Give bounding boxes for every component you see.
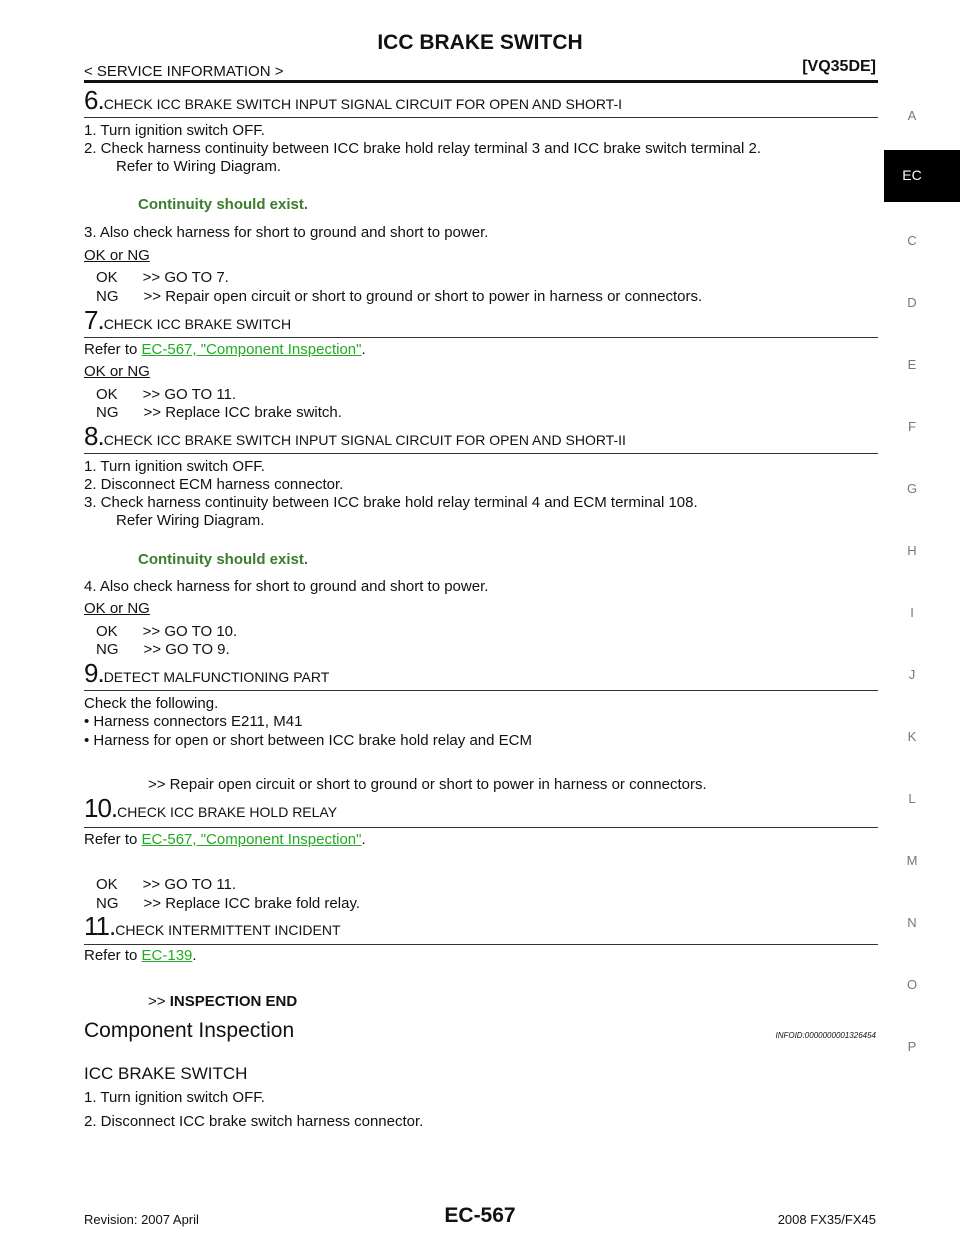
instruction: 3. Also check harness for short to ground and short to power.: [84, 224, 489, 241]
ng-result: NG >> Repair open circuit or short to ground or short to power in harness or connectors.: [96, 288, 703, 305]
side-tab-g[interactable]: G: [906, 481, 918, 496]
page-number: EC-567: [444, 1204, 516, 1227]
section-label: < SERVICE INFORMATION >: [84, 63, 284, 80]
step-number: 10.: [84, 793, 118, 823]
refer-suffix: .: [192, 947, 197, 964]
side-tab-c[interactable]: C: [907, 233, 917, 248]
step-number: 6.: [84, 85, 104, 115]
instruction: 1. Turn ignition switch OFF.: [84, 458, 265, 475]
instruction: Refer Wiring Diagram.: [116, 512, 265, 529]
refer-prefix: Refer to: [84, 341, 142, 358]
side-tab-l[interactable]: L: [908, 791, 916, 806]
step-number: 11.: [84, 911, 116, 941]
ec-139-link[interactable]: EC-139: [141, 947, 193, 964]
step-6-heading: [84, 85, 622, 116]
step-divider: [84, 944, 878, 945]
instruction: Check the following.: [84, 695, 219, 712]
refer-suffix: .: [361, 341, 366, 358]
ng-result: NG >> Replace ICC brake fold relay.: [96, 895, 361, 912]
step-title: CHECK ICC BRAKE SWITCH: [103, 316, 292, 332]
ok-result: OK >> GO TO 11.: [96, 876, 237, 893]
instruction: • Harness for open or short between ICC brake hold relay and ECM: [84, 732, 532, 749]
step-title: CHECK ICC BRAKE SWITCH INPUT SIGNAL CIRCUIT FOR OPEN AND SHORT-I: [103, 96, 623, 112]
step-10-heading: [84, 793, 337, 824]
revision-date: Revision: 2007 April: [84, 1212, 199, 1227]
instruction: 3. Check harness continuity between ICC brake hold relay terminal 4 and ECM terminal 108.: [84, 494, 698, 511]
step-number: 9.: [84, 658, 104, 688]
side-tab-i[interactable]: I: [910, 605, 914, 620]
ok-result: OK >> GO TO 7.: [96, 269, 229, 286]
component-inspection-heading: Component Inspection: [84, 1019, 295, 1042]
component-inspection-link[interactable]: EC-567, "Component Inspection": [141, 831, 362, 848]
ok-or-ng-label: OK or NG: [84, 363, 150, 380]
spec-note: Continuity should exist.: [138, 551, 309, 568]
refer-line: [84, 341, 366, 358]
refer-prefix: Refer to: [84, 947, 142, 964]
info-id: INFOID:0000000001326454: [775, 1031, 876, 1040]
step-divider: [84, 453, 878, 454]
instruction: Refer to Wiring Diagram.: [116, 158, 282, 175]
instruction: 2. Disconnect ICC brake switch harness connector.: [84, 1113, 424, 1130]
instruction: • Harness connectors E211, M41: [84, 713, 303, 730]
instruction: 2. Check harness continuity between ICC brake hold relay terminal 3 and ICC brake switch terminal 2.: [84, 140, 761, 157]
side-tab-e[interactable]: E: [907, 357, 917, 372]
refer-line: [84, 831, 366, 848]
step-title: CHECK ICC BRAKE SWITCH INPUT SIGNAL CIRCUIT FOR OPEN AND SHORT-II: [103, 432, 626, 448]
side-tab-f[interactable]: F: [908, 419, 916, 434]
side-tab-m[interactable]: M: [906, 853, 918, 868]
end-prefix: >>: [148, 993, 170, 1010]
step-number: 8.: [84, 421, 104, 451]
header-divider: [84, 80, 878, 83]
side-tab-k[interactable]: K: [907, 729, 917, 744]
page-title: ICC BRAKE SWITCH: [377, 31, 583, 54]
side-tab-h[interactable]: H: [907, 543, 917, 558]
ok-or-ng-label: OK or NG: [84, 600, 150, 617]
refer-prefix: Refer to: [84, 831, 142, 848]
spec-note: Continuity should exist.: [138, 196, 309, 213]
ng-result: NG >> GO TO 9.: [96, 641, 230, 658]
step-title: CHECK INTERMITTENT INCIDENT: [115, 922, 341, 938]
end-label: INSPECTION END: [169, 993, 298, 1010]
step-title: CHECK ICC BRAKE HOLD RELAY: [117, 804, 338, 820]
instruction: 2. Disconnect ECM harness connector.: [84, 476, 344, 493]
instruction: 1. Turn ignition switch OFF.: [84, 122, 265, 139]
step-title: DETECT MALFUNCTIONING PART: [103, 669, 330, 685]
side-tab-d[interactable]: D: [907, 295, 917, 310]
vehicle-model: 2008 FX35/FX45: [777, 1212, 876, 1227]
side-tab-j[interactable]: J: [908, 667, 916, 682]
action-result: >> Repair open circuit or short to ground or short to power in harness or connectors.: [148, 776, 707, 793]
step-divider: [84, 337, 878, 338]
inspection-end: [148, 993, 297, 1010]
step-8-heading: [84, 421, 626, 452]
ok-or-ng-label: OK or NG: [84, 247, 150, 264]
refer-line: [84, 947, 197, 964]
ok-result: OK >> GO TO 10.: [96, 623, 238, 640]
step-divider: [84, 690, 878, 691]
step-divider: [84, 117, 878, 118]
side-tab-o[interactable]: O: [906, 977, 918, 992]
ok-result: OK >> GO TO 11.: [96, 386, 237, 403]
instruction: 1. Turn ignition switch OFF.: [84, 1089, 265, 1106]
instruction: 4. Also check harness for short to ground and short to power.: [84, 578, 489, 595]
refer-suffix: .: [361, 831, 366, 848]
ng-result: NG >> Replace ICC brake switch.: [96, 404, 342, 421]
side-tab-ec-label: EC: [902, 167, 922, 183]
side-tab-n[interactable]: N: [907, 915, 917, 930]
step-number: 7.: [84, 305, 104, 335]
side-tab-ec[interactable]: [884, 150, 960, 202]
component-inspection-link[interactable]: EC-567, "Component Inspection": [141, 341, 362, 358]
step-11-heading: [84, 911, 341, 942]
side-tab-p[interactable]: P: [907, 1039, 917, 1054]
step-7-heading: [84, 305, 291, 336]
engine-model: [VQ35DE]: [802, 58, 876, 75]
step-9-heading: [84, 658, 329, 689]
side-tab-a[interactable]: A: [907, 108, 917, 123]
component-subheading: ICC BRAKE SWITCH: [84, 1064, 248, 1083]
step-divider: [84, 827, 878, 828]
